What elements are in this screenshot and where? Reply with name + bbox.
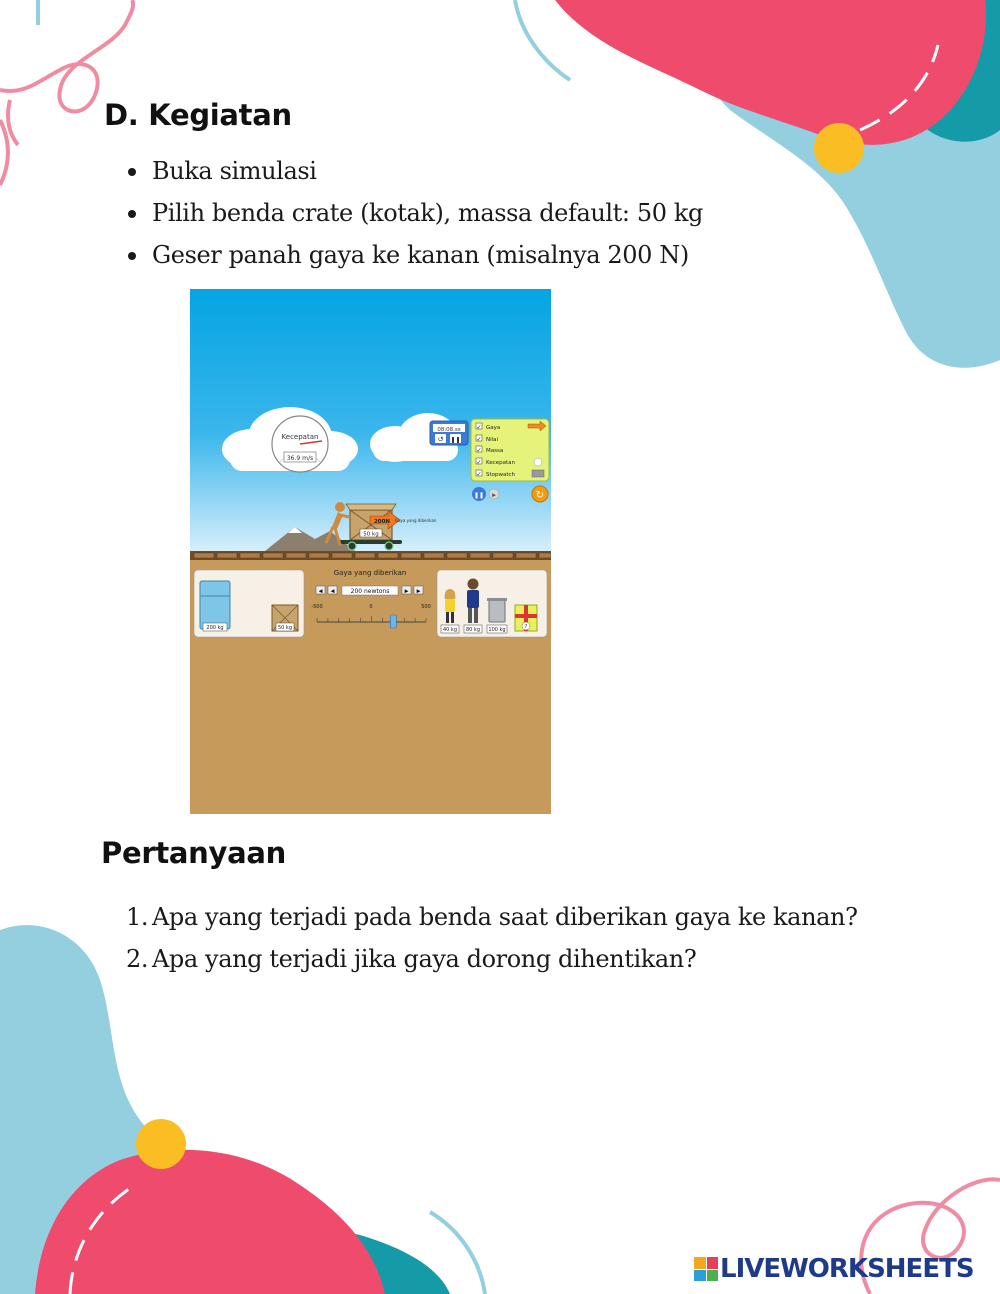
question-item [126, 896, 891, 938]
option-label: Massa [486, 448, 504, 454]
check-icon: ✓ [476, 459, 482, 466]
option-label: Nilai [486, 437, 499, 443]
option-gaya[interactable] [476, 423, 500, 431]
right-icon: ▶ [404, 588, 409, 595]
speedometer [272, 416, 328, 472]
check-icon: ✓ [476, 447, 482, 454]
wheel [385, 542, 393, 550]
force-panel-title: Gaya yang diberikan [333, 569, 407, 577]
simulation-screenshot [190, 289, 551, 814]
mystery-mass-label: ? [524, 624, 528, 630]
option-massa[interactable] [476, 446, 503, 454]
object-mass-label: 50 kg [277, 625, 293, 631]
activity-list [152, 150, 703, 276]
options-panel [471, 419, 549, 481]
force-arrow-label: 200N [373, 519, 391, 525]
check-icon: ✓ [476, 424, 482, 431]
speed-readout: 36.9 m/s [286, 455, 314, 462]
pause-icon: ❚❚ [473, 492, 485, 499]
refrigerator[interactable] [200, 581, 230, 631]
slider-zero-label: 0 [369, 604, 373, 610]
speedometer-label: Kecepatan [281, 433, 319, 441]
left-object-panel [194, 570, 304, 637]
activity-item: Geser panah gaya ke kanan (misalnya 200 N) [152, 234, 703, 276]
wheel [348, 542, 356, 550]
object-mass-label: 200 kg [206, 625, 224, 631]
crate-mass-label: 50 kg [363, 531, 379, 538]
check-icon: ✓ [476, 436, 482, 443]
question-item [126, 938, 891, 980]
question-number: 2. [126, 945, 149, 973]
activity-item: Buka simulasi [152, 150, 703, 192]
right-object-panel [437, 570, 547, 637]
slider-thumb[interactable] [390, 615, 396, 628]
pause-icon: ❚❚ [450, 436, 461, 444]
option-label: Kecepatan [486, 460, 515, 466]
object-mass-label: 100 kg [488, 627, 506, 633]
double-left-icon: ◀ [318, 588, 323, 595]
speedometer-mini-icon [534, 458, 542, 466]
questions-list [126, 896, 891, 980]
stopwatch-mini-icon [532, 470, 544, 477]
question-text: Apa yang terjadi jika gaya dorong dihentikan? [152, 945, 697, 973]
force-arrow-caption: Gaya yang diberikan [395, 518, 437, 523]
logo-text: LIVEWORKSHEETS [720, 1254, 974, 1284]
track-bricks [194, 553, 551, 558]
left-icon: ◀ [330, 588, 335, 595]
liveworksheets-logo[interactable] [694, 1252, 974, 1286]
crate-object[interactable] [272, 605, 298, 631]
step-icon: ▶ [492, 492, 496, 499]
stopwatch[interactable] [430, 421, 468, 445]
stopwatch-time: 08:08.ss [437, 427, 461, 433]
object-mass-label: 40 kg [442, 627, 458, 633]
reset-all-icon: ↻ [535, 490, 545, 501]
option-label: Stopwatch [486, 472, 516, 478]
slider-max-label: 500 [421, 604, 431, 610]
mystery-gift-box[interactable] [515, 605, 537, 631]
reset-icon: ↺ [437, 435, 444, 444]
option-nilai[interactable] [476, 435, 499, 443]
logo-mark-icon [694, 1257, 718, 1281]
activity-item: Pilih benda crate (kotak), massa default: 50 kg [152, 192, 703, 234]
question-number: 1. [126, 903, 149, 931]
check-icon: ✓ [476, 471, 482, 478]
force-value: 200 newtons [350, 588, 390, 595]
questions-heading: Pertanyaan [101, 836, 286, 870]
double-right-icon: ▶ [416, 588, 421, 595]
activity-heading: D. Kegiatan [104, 98, 292, 132]
question-text: Apa yang terjadi pada benda saat diberikan gaya ke kanan? [152, 903, 858, 931]
trash-can[interactable] [487, 598, 507, 633]
object-mass-label: 80 kg [465, 627, 481, 633]
option-label: Gaya [486, 425, 501, 431]
slider-min-label: -500 [311, 604, 323, 610]
